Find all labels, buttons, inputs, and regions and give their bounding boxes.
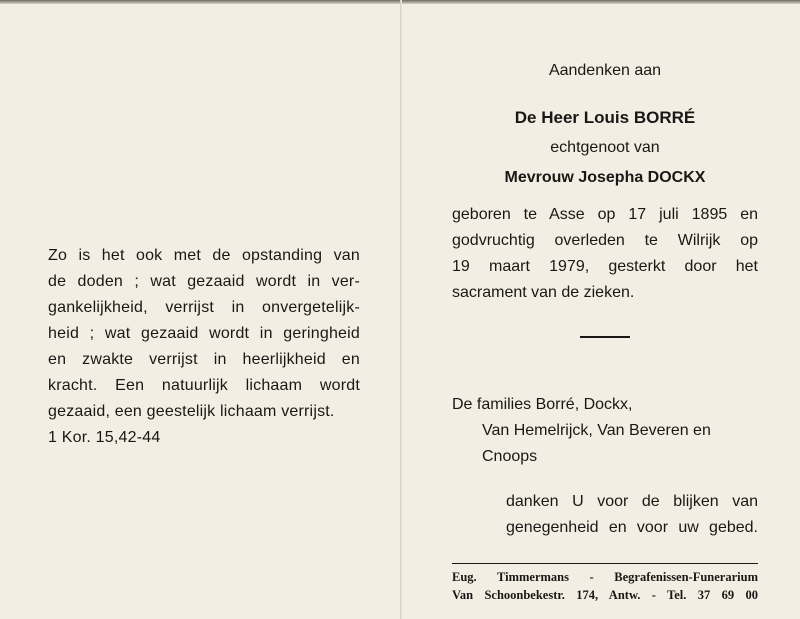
families-line: Cnoops	[482, 448, 538, 465]
divider	[580, 336, 630, 338]
deceased-name: De Heer Louis BORRÉ	[514, 108, 696, 127]
bio-line: sacrament van de zieken.	[452, 284, 635, 301]
families-line: De families Borré, Dockx,	[452, 396, 633, 413]
spouse-name: Mevrouw Josepha DOCKX	[504, 169, 706, 186]
heading: Aandenken aan	[548, 62, 662, 79]
bio-line: godvruchtig overleden te Wilrijk op	[452, 232, 758, 249]
bio-line: geboren te Asse op 17 juli 1895 en	[452, 206, 758, 223]
verse-line: kracht. Een natuurlijk lichaam wordt	[48, 377, 360, 394]
thanks-text	[506, 489, 758, 541]
biography	[452, 202, 758, 306]
families-line: Van Hemelrijck, Van Beveren en	[482, 422, 711, 439]
bio-line: 19 maart 1979, gesterkt door het	[452, 258, 758, 275]
verse-line: en zwakte verrijst in heerlijkheid en	[48, 351, 360, 368]
verse-line: gezaaid, een geestelijk lichaam verrijst.	[48, 403, 335, 420]
footer-line: Van Schoonbekestr. 174, Antw. - Tel. 37 69 00	[452, 588, 758, 602]
verse-line: Zo is het ook met de opstanding van	[48, 247, 360, 264]
verse-line: gankelijkheid, verrijst in onvergetelijk-	[48, 299, 360, 316]
thanks-line: genegenheid en voor uw gebed.	[506, 519, 758, 536]
card-fold	[400, 0, 402, 619]
funeral-home-footer	[452, 568, 758, 604]
verse-line: heid ; wat gezaaid wordt in geringheid	[48, 325, 360, 342]
bible-verse	[48, 243, 360, 451]
verse-line: de doden ; wat gezaaid wordt in ver-	[48, 273, 360, 290]
footer-line: Eug. Timmermans - Begrafenissen-Funerarium	[452, 570, 758, 584]
footer-rule	[452, 563, 758, 564]
thanks-line: danken U voor de blijken van	[506, 493, 758, 510]
relation-text: echtgenoot van	[550, 139, 660, 156]
verse-reference: 1 Kor. 15,42-44	[48, 429, 161, 446]
